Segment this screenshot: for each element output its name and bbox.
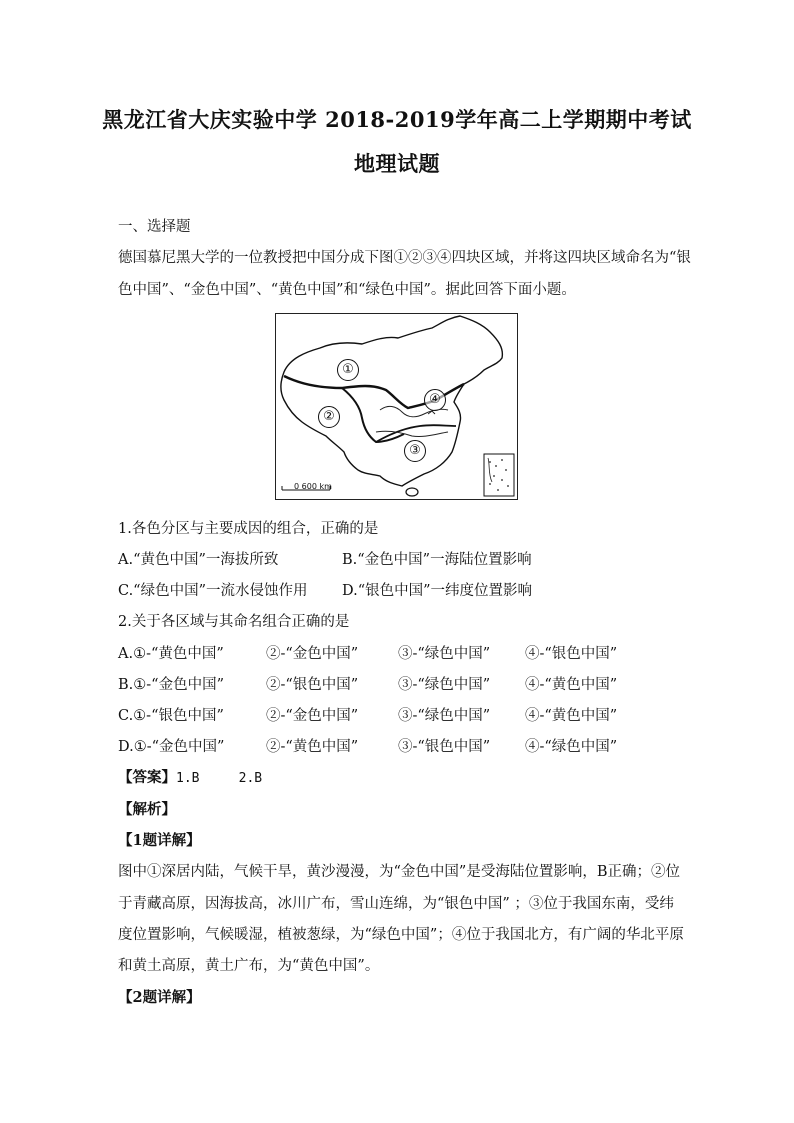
q2-option-d-1: D.①-“金色中国”	[118, 739, 225, 755]
q2-option-c-2: ②-“金色中国”	[266, 708, 359, 724]
answer-line	[118, 768, 262, 789]
q1-option-d: D.“银色中国”一纬度位置影响	[342, 583, 533, 599]
detail-1-line-2: 于青藏高原，因海拔高，冰川广布，雪山连绵，为“银色中国” ；③位于我国东南，受纬	[118, 896, 674, 912]
q2-option-b-4: ④-“黄色中国”	[525, 677, 618, 693]
q2-option-b-3: ③-“绿色中国”	[398, 677, 491, 693]
region-1-label: ①	[337, 359, 359, 381]
q2-option-d-4: ④-“绿色中国”	[525, 739, 618, 755]
q2-option-d-3: ③-“银色中国”	[398, 739, 491, 755]
analysis-label: 【解析】	[118, 801, 176, 818]
section-heading: 一、选择题	[118, 219, 191, 235]
intro-line-2: 色中国”、“金色中国”、“黄色中国”和“绿色中国”。据此回答下面小题。	[118, 282, 576, 298]
china-outline-graphic	[276, 314, 516, 498]
q2-option-a-2: ②-“金色中国”	[266, 646, 359, 662]
question-2-stem: 2.关于各区域与其命名组合正确的是	[118, 614, 350, 630]
q2-option-c-4: ④-“黄色中国”	[525, 708, 618, 724]
map-scale-label: 0 600 km	[294, 482, 332, 491]
document-title-line1: 黑龙江省大庆实验中学 2018-2019学年高二上学期期中考试	[102, 107, 692, 132]
china-region-map	[275, 313, 518, 500]
question-1-stem: 1.各色分区与主要成因的组合，正确的是	[118, 521, 379, 537]
q1-option-c: C.“绿色中国”一流水侵蚀作用	[118, 583, 308, 599]
q2-option-c-3: ③-“绿色中国”	[398, 708, 491, 724]
q2-option-b-1: B.①-“金色中国”	[118, 677, 224, 693]
q1-option-a: A.“黄色中国”一海拔所致	[118, 552, 279, 568]
region-2-label: ②	[318, 406, 340, 428]
q2-option-b-2: ②-“银色中国”	[266, 677, 359, 693]
q2-option-c-1: C.①-“银色中国”	[118, 708, 224, 724]
region-3-label: ③	[404, 440, 426, 462]
document-title-line2: 地理试题	[354, 151, 440, 176]
q2-option-a-1: A.①-“黄色中国”	[118, 646, 224, 662]
region-4-label: ④	[424, 389, 446, 411]
answer-label: 【答案】	[118, 769, 176, 786]
detail-1-label: 【1题详解】	[118, 832, 201, 849]
q2-option-a-3: ③-“绿色中国”	[398, 646, 491, 662]
q1-option-b: B.“金色中国”一海陆位置影响	[342, 552, 532, 568]
detail-1-line-1: 图中①深居内陆，气候干旱，黄沙漫漫，为“金色中国”是受海陆位置影响，B正确；②位	[118, 864, 680, 880]
intro-line-1: 德国慕尼黑大学的一位教授把中国分成下图①②③④四块区域，并将这四块区域命名为“银	[118, 250, 691, 266]
answer-value: 1.B 2.B	[176, 771, 263, 786]
q2-option-d-2: ②-“黄色中国”	[266, 739, 359, 755]
q2-option-a-4: ④-“银色中国”	[525, 646, 618, 662]
detail-2-label: 【2题详解】	[118, 989, 201, 1006]
detail-1-line-3: 度位置影响，气候暖湿，植被葱绿，为“绿色中国”；④位于我国北方，有广阔的华北平原	[118, 927, 684, 943]
detail-1-line-4: 和黄土高原，黄土广布，为“黄色中国”。	[118, 958, 380, 974]
